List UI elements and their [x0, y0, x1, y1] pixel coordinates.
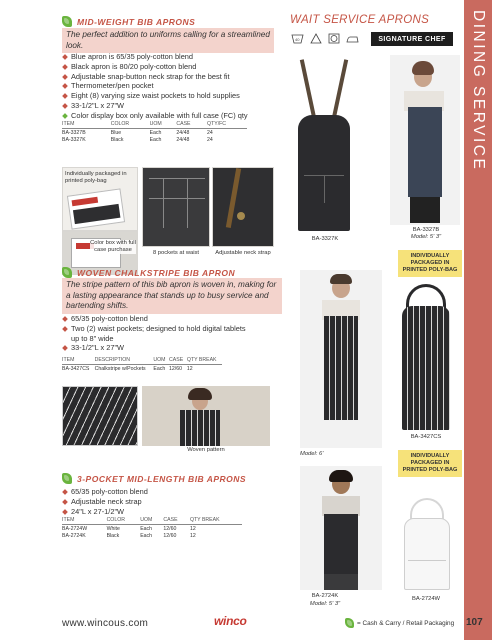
ba3427cs-caption: BA-3427CS: [410, 434, 442, 440]
stripe-closeup-photo: [62, 386, 138, 446]
model-ba3327b-photo: [390, 55, 460, 225]
woven-pattern-caption: Woven pattern: [187, 447, 225, 453]
table-row: BA-2724K Black Each 12/60 12: [62, 533, 196, 539]
list-item: Adjustable neck strap: [62, 497, 262, 507]
winco-logo: winco: [214, 614, 247, 628]
table-header: CASE: [176, 120, 207, 129]
table-header: COLOR: [107, 516, 141, 525]
chalkstripe-poly-badge: INDIVIDUALLY PACKAGED IN PRINTED POLY-BAG: [398, 450, 462, 477]
leaf-icon: [62, 473, 72, 484]
fc-note: Color display box only available with full case (FC) qty: [62, 111, 282, 121]
table-header: ITEM: [62, 120, 111, 129]
table-header: UOM: [140, 516, 163, 525]
table-header: UOM: [153, 356, 169, 365]
ba2724k-model-caption: Model: 5' 3": [309, 601, 341, 607]
list-item: 33-1/2"L x 27"W: [62, 343, 252, 353]
bleach-icon: [310, 33, 322, 44]
adjustable-neck-caption: Adjustable neck strap: [215, 250, 271, 256]
list-item: 24"L x 27-1/2"W: [62, 507, 262, 517]
pocket-detail-photo: [142, 167, 210, 247]
list-item: Thermometer/pen pocket: [62, 81, 282, 91]
signature-chef-logo: SIGNATURE CHEF: [371, 32, 453, 46]
three-pocket-bullets: [62, 487, 262, 516]
table-header: DESCRIPTION: [95, 356, 154, 365]
chalkstripe-title-text: WOVEN CHALKSTRIPE BIB APRON: [77, 267, 236, 278]
iron-icon: [346, 33, 359, 44]
eight-pockets-caption: 8 pockets at waist: [152, 250, 200, 256]
list-item: Adjustable snap-button neck strap for the best fit: [62, 72, 282, 82]
ba3327b-caption: BA-3327B: [412, 227, 440, 233]
mid-weight-tagline: The perfect addition to uniforms calling for a streamlined look.: [62, 28, 274, 53]
leaf-icon: [62, 16, 72, 27]
mid-weight-bullets: [62, 52, 282, 121]
table-header: ITEM: [62, 516, 107, 525]
cash-carry-legend: = Cash & Carry / Retail Packaging: [345, 618, 454, 628]
footer-url[interactable]: www.wincous.com: [62, 618, 149, 629]
three-pocket-table: [62, 516, 242, 539]
chalkstripe-tagline: The stripe pattern of this bib apron is woven in, making for a lasting appearance that stands up to busy service and bartending shifts.: [62, 278, 282, 314]
mid-weight-table: [62, 120, 247, 143]
apron-ba3327k-image: [278, 57, 370, 233]
table-header: QTY BREAK: [190, 516, 242, 525]
wait-service-title: WAIT SERVICE APRONS: [290, 14, 430, 26]
ba3327b-model-caption: Model: 5' 3": [410, 234, 442, 240]
chalkstripe-title: [62, 267, 235, 278]
ba2724w-caption: BA-2724W: [411, 596, 441, 602]
table-row: BA-3327B Blue Each 24/48 24: [62, 130, 213, 136]
table-header: CASE: [163, 516, 190, 525]
list-item: 65/35 poly-cotton blend: [62, 487, 262, 497]
apron-ba2724w-image: [394, 498, 460, 594]
model-ba3427cs-photo: [300, 270, 382, 448]
page-number: 107: [466, 617, 483, 628]
mid-weight-title-text: MID-WEIGHT BIB APRONS: [77, 16, 196, 27]
mid-weight-title: [62, 16, 195, 27]
list-item: Blue apron is 65/35 poly-cotton blend: [62, 52, 282, 62]
table-header: COLOR: [111, 120, 150, 129]
table-header: ITEM: [62, 356, 95, 365]
wash-icon: [291, 33, 304, 44]
poly-bag-badge: INDIVIDUALLY PACKAGED IN PRINTED POLY-BAG: [398, 250, 462, 277]
leaf-icon: [62, 267, 72, 278]
svg-text:40: 40: [295, 37, 300, 42]
table-header: UOM: [150, 120, 177, 129]
packaging-photo: Individually packaged in printed poly-bag: [62, 167, 138, 231]
chalkstripe-model-caption: Model: 6': [300, 451, 324, 457]
side-band: [464, 0, 492, 640]
list-item: Two (2) waist pockets; designed to hold digital tablets up to 8" wide: [62, 324, 252, 344]
tumble-dry-icon: [328, 33, 340, 44]
apron-ba3427cs-image: [392, 284, 460, 432]
ba3327k-caption: BA-3327K: [311, 236, 339, 242]
three-pocket-title: [62, 473, 246, 484]
leaf-icon: [345, 618, 354, 628]
three-pocket-title-text: 3-POCKET MID-LENGTH BIB APRONS: [77, 473, 247, 484]
care-icons: [291, 33, 359, 44]
ba2724k-caption: BA-2724K: [311, 593, 339, 599]
side-band-label: DINING SERVICE: [470, 10, 487, 172]
table-header: QTY/FC: [207, 120, 247, 129]
model-ba2724k-photo: [300, 466, 382, 590]
list-item: 65/35 poly-cotton blend: [62, 314, 252, 324]
chalkstripe-table: [62, 356, 222, 372]
table-row: BA-2724W White Each 12/60 12: [62, 526, 196, 532]
neck-strap-photo: [212, 167, 274, 247]
table-row: BA-3327K Black Each 24/48 24: [62, 137, 213, 143]
color-box-photo: Color box with full case purchase: [62, 231, 138, 275]
list-item: Black apron is 80/20 poly-cotton blend: [62, 62, 282, 72]
chalkstripe-bullets: [62, 314, 252, 353]
table-header: CASE: [169, 356, 187, 365]
woven-pattern-photo: [142, 386, 270, 446]
list-item: Eight (8) varying size waist pockets to hold supplies: [62, 91, 282, 101]
table-row: BA-3427CS Chalkstripe w/Pockets Each 12/60 12: [62, 366, 193, 372]
table-header: QTY BREAK: [187, 356, 222, 365]
list-item: 33-1/2"L x 27"W: [62, 101, 282, 111]
